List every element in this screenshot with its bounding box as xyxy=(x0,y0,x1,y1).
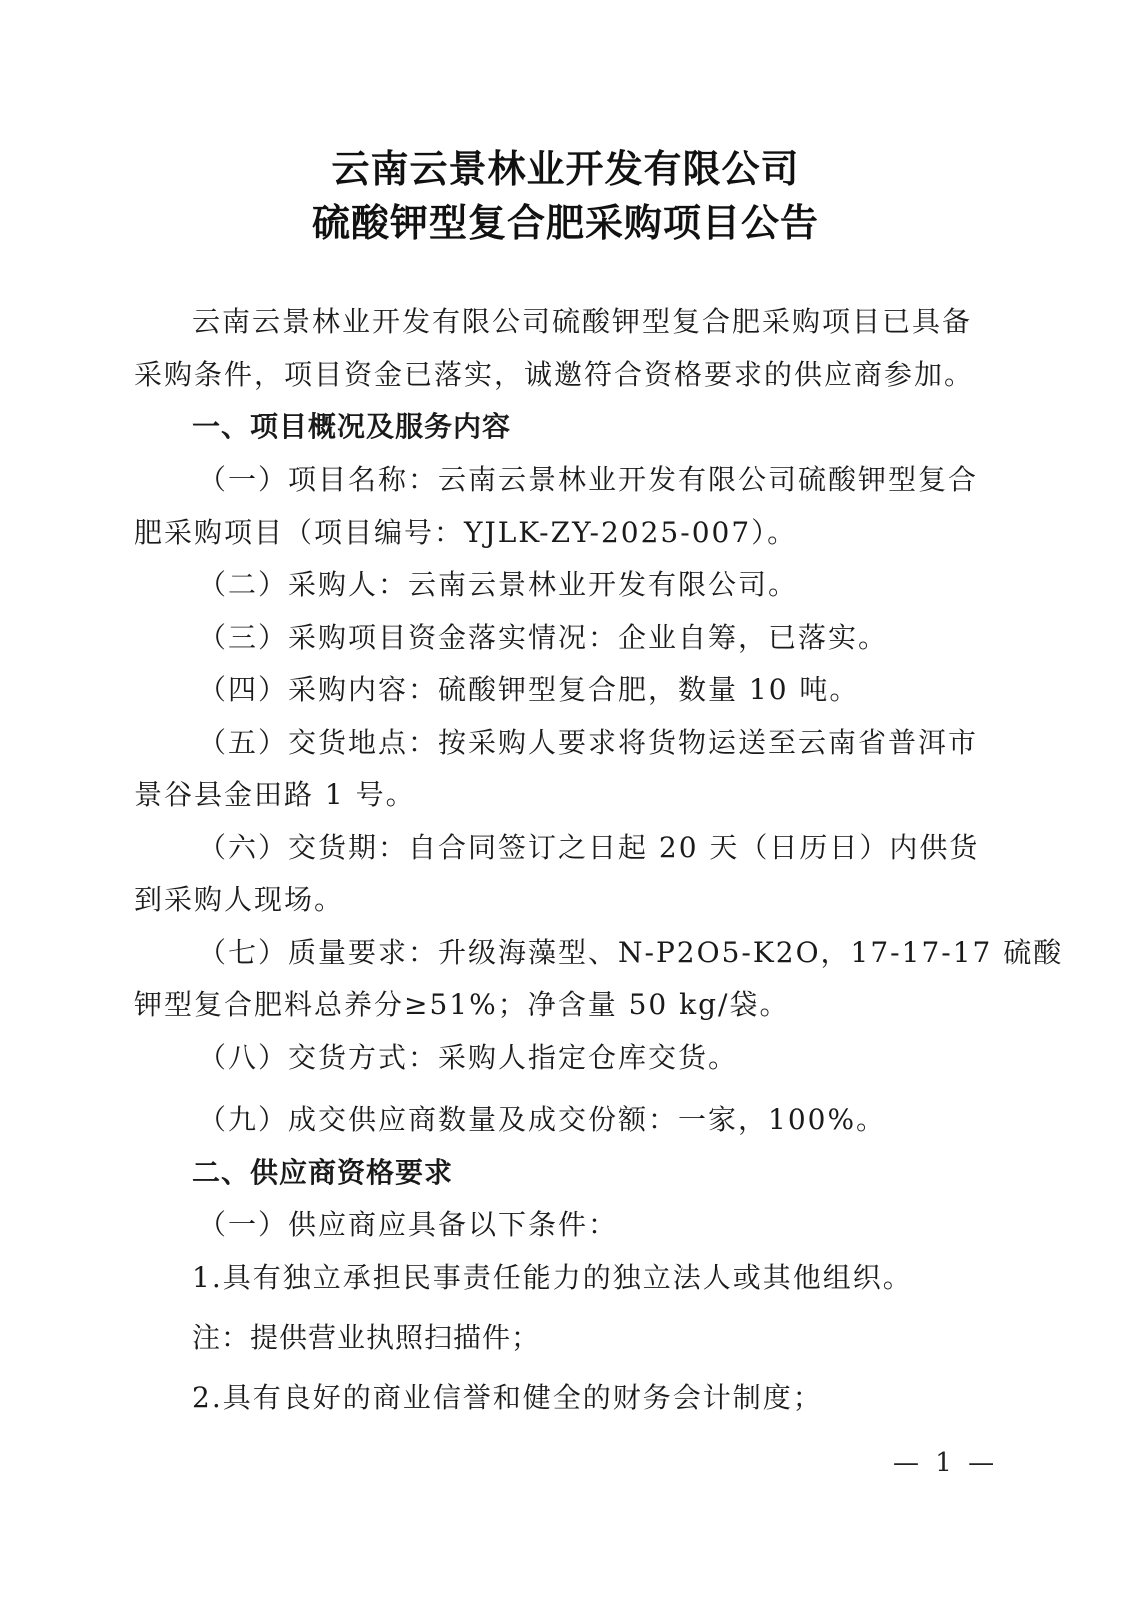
requirement2: 2.具有良好的商业信誉和健全的财务会计制度； xyxy=(192,1381,823,1414)
intro-line1: 云南云景林业开发有限公司硫酸钾型复合肥采购项目已具备 xyxy=(192,305,973,338)
item4: （四）采购内容：硫酸钾型复合肥，数量 10 吨。 xyxy=(198,673,860,706)
item2: （二）采购人：云南云景林业开发有限公司。 xyxy=(198,568,799,601)
item9: （九）成交供应商数量及成交份额：一家，100%。 xyxy=(198,1103,887,1136)
document-title-line1: 云南云景林业开发有限公司 xyxy=(331,147,800,191)
note1: 注：提供营业执照扫描件； xyxy=(192,1321,541,1354)
item7-line1: （七）质量要求：升级海藻型、N-P2O5-K2O，17-17-17 硫酸 xyxy=(198,936,1064,969)
item5-line2: 景谷县金田路 1 号。 xyxy=(134,778,416,811)
document-title-line2: 硫酸钾型复合肥采购项目公告 xyxy=(311,201,819,245)
intro-line2: 采购条件，项目资金已落实，诚邀符合资格要求的供应商参加。 xyxy=(134,358,975,391)
item1-line2: 肥采购项目（项目编号：YJLK-ZY-2025-007）。 xyxy=(134,516,798,549)
page-number: — 1 — xyxy=(893,1448,999,1478)
item6-line2: 到采购人现场。 xyxy=(134,883,345,916)
item7-line2: 钾型复合肥料总养分≥51%；净含量 50 kg/袋。 xyxy=(134,988,790,1021)
item3: （三）采购项目资金落实情况：企业自筹，已落实。 xyxy=(198,621,889,654)
sub-item1: （一）供应商应具备以下条件： xyxy=(198,1208,619,1241)
requirement1: 1.具有独立承担民事责任能力的独立法人或其他组织。 xyxy=(192,1261,913,1294)
item6-line1: （六）交货期：自合同签订之日起 20 天（日历日）内供货 xyxy=(198,831,980,864)
item8: （八）交货方式：采购人指定仓库交货。 xyxy=(198,1041,739,1074)
section2-heading: 二、供应商资格要求 xyxy=(192,1156,454,1189)
item1-line1: （一）项目名称：云南云景林业开发有限公司硫酸钾型复合 xyxy=(198,463,979,496)
section1-heading: 一、项目概况及服务内容 xyxy=(192,410,512,443)
item5-line1: （五）交货地点：按采购人要求将货物运送至云南省普洱市 xyxy=(198,726,979,759)
